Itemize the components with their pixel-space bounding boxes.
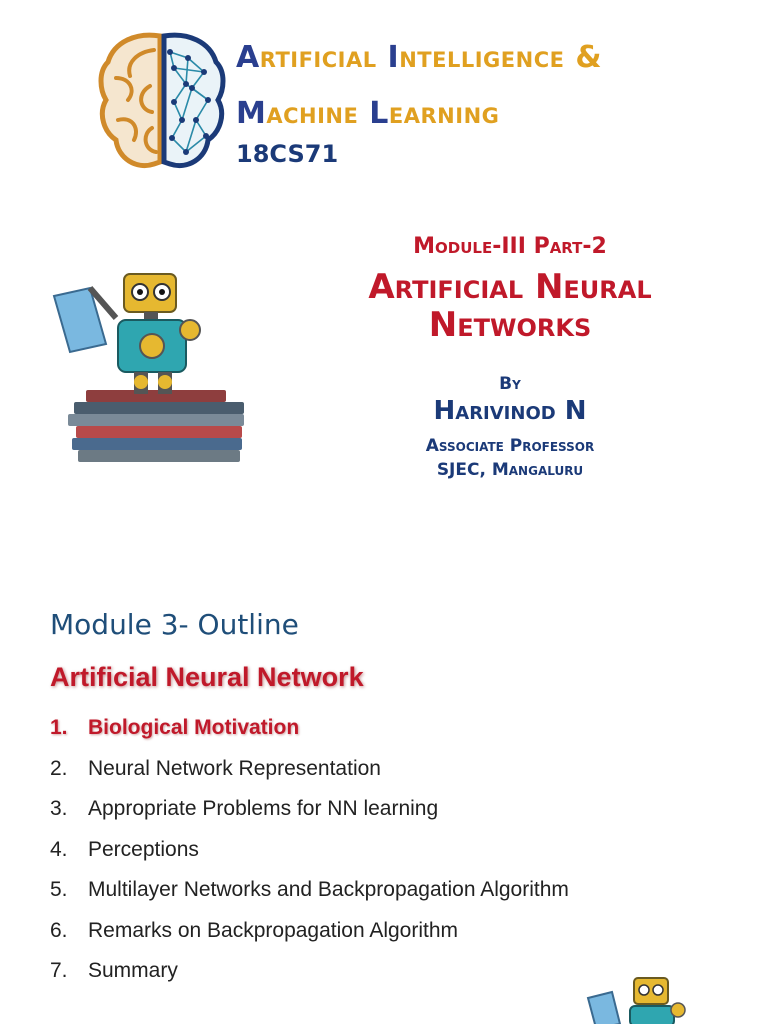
module-heading: Module-III Part-2	[413, 234, 607, 259]
course-title-part: ntelligence &	[399, 40, 603, 75]
section-heading: Artificial Neural Network	[50, 662, 364, 692]
item-number: 1.	[50, 716, 68, 739]
list-item	[50, 789, 569, 830]
item-number: 7.	[50, 959, 68, 982]
module-title-line: Artificial Neural	[368, 267, 652, 307]
robot-reading-small-icon	[578, 964, 708, 1024]
course-title	[236, 30, 756, 142]
brain-logo-icon	[96, 28, 228, 178]
course-title-part: earning	[388, 96, 500, 131]
course-title-part: achine	[266, 96, 370, 131]
author-institution: SJEC, Mangaluru	[436, 460, 584, 480]
item-label: Remarks on Backpropagation Algorithm	[88, 918, 459, 942]
author-role: Associate Professor	[425, 436, 595, 456]
item-label: Neural Network Representation	[88, 756, 381, 780]
item-label: Appropriate Problems for NN learning	[88, 797, 439, 820]
course-title-part: rtificial	[259, 40, 388, 75]
item-label: Perceptions	[88, 837, 199, 861]
outline-list	[50, 708, 569, 992]
outline-title: Module 3- Outline	[50, 608, 299, 641]
item-number: 5.	[50, 878, 68, 901]
course-title-initial: I	[387, 40, 400, 75]
list-item	[50, 911, 569, 952]
item-number: 6.	[50, 918, 68, 942]
list-item	[50, 951, 569, 992]
course-title-initial: M	[236, 96, 267, 131]
item-label: Biological Motivation	[88, 716, 300, 739]
book-stack-icon	[68, 390, 244, 462]
course-code: 18CS71	[236, 140, 339, 168]
author-name: Harivinod N	[433, 396, 587, 426]
robot-reading-icon	[46, 248, 256, 470]
item-number: 4.	[50, 837, 68, 861]
course-title-initial: L	[369, 96, 389, 131]
course-title-initial: A	[236, 40, 260, 75]
item-label: Summary	[88, 959, 178, 982]
list-item	[50, 830, 569, 871]
list-item	[50, 870, 569, 911]
item-number: 3.	[50, 797, 68, 820]
item-number: 2.	[50, 756, 68, 780]
by-label: By	[499, 374, 521, 394]
item-label: Multilayer Networks and Backpropagation Algorithm	[88, 878, 569, 901]
outline-slide	[0, 560, 768, 1024]
list-item	[50, 749, 569, 790]
module-title-line: Networks	[428, 305, 592, 345]
list-item	[50, 708, 569, 749]
module-title	[340, 268, 680, 344]
